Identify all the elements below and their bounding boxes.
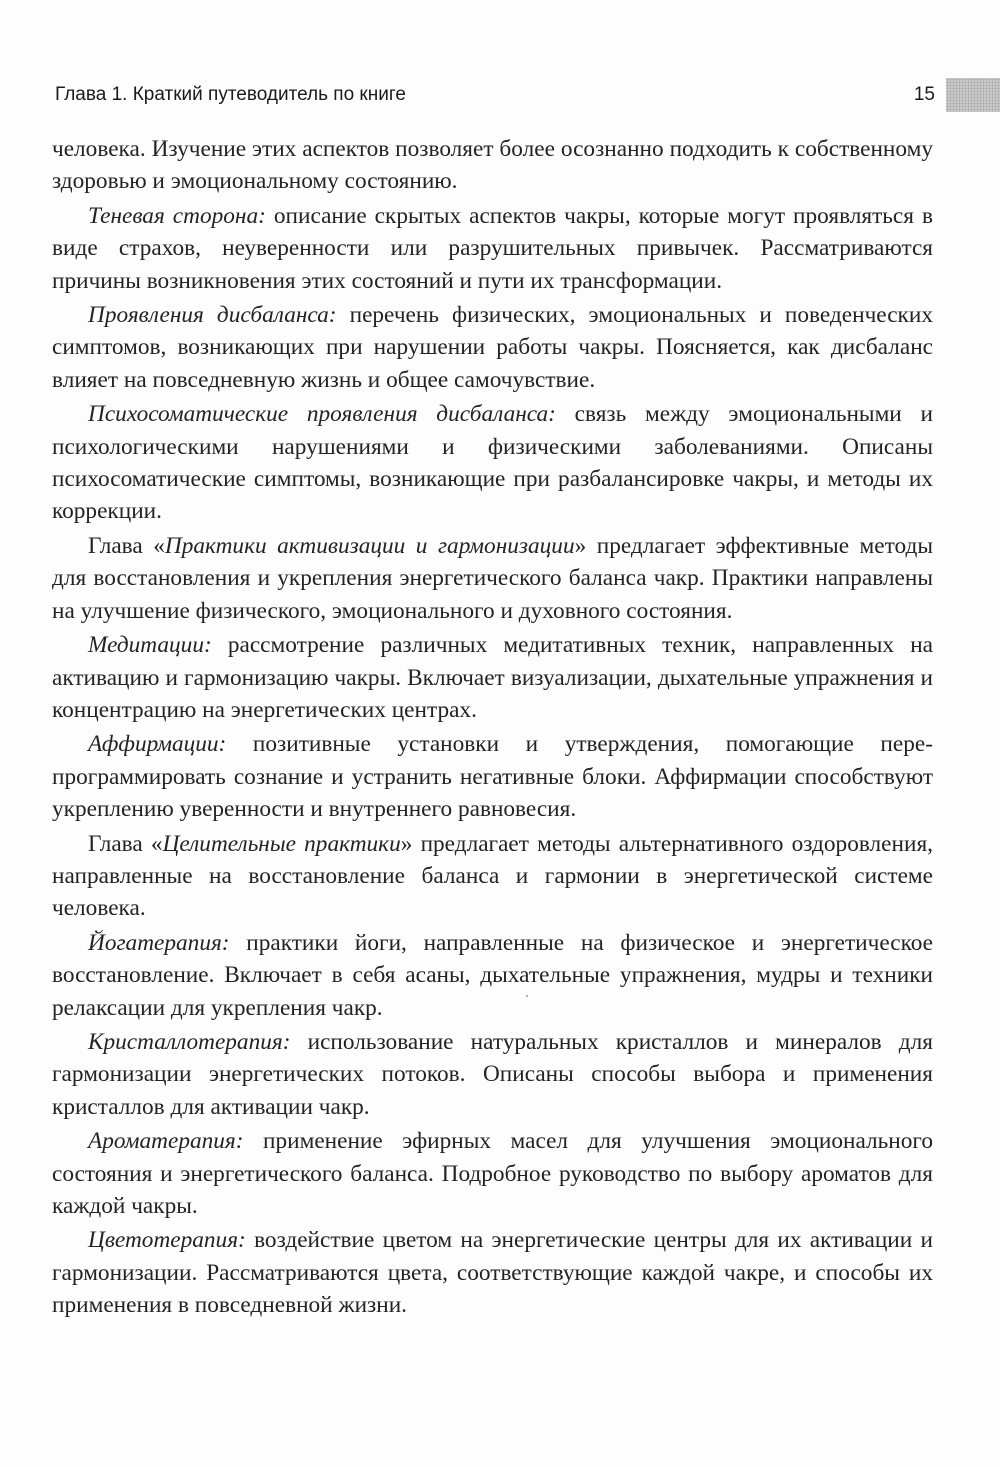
term-psychosomatic: Психосоматические проявления дисбаланса: — [88, 401, 556, 428]
paragraph-yoga-therapy: Йогатерапия: практики йоги, направленные на физическое и энергетическое восстановление. Включает в себя асаны, дыхательные упражнения, мудры и техники релаксации для укрепления чакр. — [52, 929, 933, 1021]
chapter-title: Глава 1. Краткий путеводитель по книге — [55, 84, 406, 105]
paragraph-continuation: человека. Изучение этих аспектов позволяет более осознанно подходить к собственному здоровью и эмоциональному состоянию. — [52, 136, 933, 195]
page-number: 15 — [913, 84, 935, 105]
term-crystal-therapy: Кристаллотерапия: — [88, 1028, 291, 1055]
paragraph-psychosomatic: Психосоматические проявления дисбаланса: связь между эмоциональными и психологическими нарушениями и физическими заболеваниями. Описаны психосоматические симптомы, возникающие при разбалансировке чакры, и методы их коррекции. — [52, 401, 933, 525]
paragraph-color-therapy: Цветотерапия: воздействие цветом на энергетические центры для их активации и гармонизации. Рассматриваются цвета, соответствующие каждой чакре, и способы их применения в повседневной жизни. — [52, 1227, 933, 1319]
body-text — [52, 133, 933, 1324]
paragraph-crystal-therapy: Кристаллотерапия: использование натуральных кристаллов и минералов для гармонизации энергетических потоков. Описаны способы выбора и применения кристаллов для активации чакр. — [52, 1028, 933, 1120]
running-header — [55, 80, 935, 110]
term-meditation: Медитации: — [88, 632, 212, 659]
paragraph-affirmations: Аффирмации: позитивные установки и утверждения, помогающие перепрограммировать сознание и устранить негативные блоки. Аффирмации способствуют укреплению уверенности и внутреннего равновесия. — [52, 731, 933, 823]
thumb-index-tab — [946, 78, 1000, 112]
term-affirmations: Аффирмации: — [88, 731, 227, 758]
paragraph-aromatherapy: Ароматерапия: применение эфирных масел для улучшения эмоционального состояния и энергетического баланса. Подробное руководство по выбору ароматов для каждой чакры. — [52, 1128, 933, 1219]
scan-speck — [526, 995, 528, 997]
term-healing-chapter: Целительные практики — [162, 830, 401, 857]
paragraph-imbalance: Проявления дисбаланса: перечень физических, эмоциональных и поведенческих симптомов, возникающих при нарушении работы чакры. Поясняется, как дисбаланс влияет на повседневную жизнь и общее самочувствие. — [52, 302, 933, 393]
term-imbalance: Проявления дисбаланса: — [88, 302, 337, 329]
paragraph-activation-chapter: Глава «Практики активизации и гармонизации» предлагает эффективные методы для восстановления и укрепления энергетического баланса чакр. Практики направлены на улучшение физического, эмоционального и духовного состояния. — [52, 532, 933, 624]
term-activation-chapter: Практики активизации и гармонизации — [164, 532, 575, 559]
term-color-therapy: Цветотерапия: — [88, 1227, 246, 1254]
term-shadow-side: Теневая сторона: — [88, 202, 266, 229]
term-aromatherapy: Ароматерапия: — [88, 1128, 244, 1155]
paragraph-shadow-side: Теневая сторона: описание скрытых аспектов чакры, которые могут проявляться в виде страхов, неуверенности или разрушительных привычек. Рассматриваются причины возникновения этих состояний и пути их трансформации. — [52, 202, 933, 294]
term-yoga-therapy: Йогатерапия: — [88, 929, 230, 956]
paragraph-healing-chapter: Глава «Целительные практики» предлагает методы альтернативного оздоровления, направленные на восстановление баланса и гармонии в энергетической системе человека. — [52, 830, 933, 922]
paragraph-meditation: Медитации: рассмотрение различных медитативных техник, направленных на активацию и гармонизацию чакры. Включает визуализации, дыхательные упражнения и концентрацию на энергетических центрах. — [52, 632, 933, 723]
